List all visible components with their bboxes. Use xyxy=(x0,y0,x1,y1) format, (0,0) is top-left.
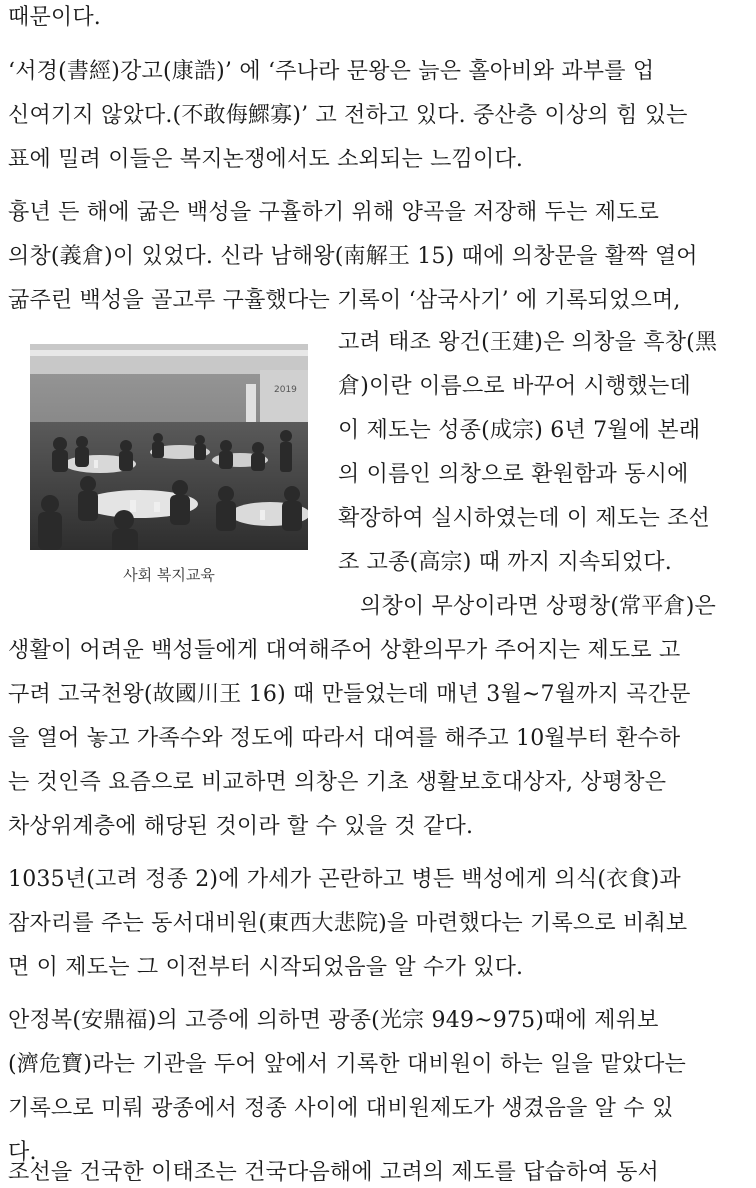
text-line: 신여기지 않았다.(不敢侮鰥寡)’ 고 전하고 있다. 중산층 이상의 힘 있는 xyxy=(8,103,688,128)
text-line: 차상위계층에 해당된 것이라 할 수 있을 것 같다. xyxy=(8,814,474,839)
text-line: 구려 고국천왕(故國川王 16) 때 만들었는데 매년 3월~7월까지 곡간문 xyxy=(8,682,691,707)
text-line: 의창이 무상이라면 상평창(常平倉)은 xyxy=(360,594,716,619)
text-line: 을 열어 놓고 가족수와 정도에 따라서 대여를 해주고 10월부터 환수하 xyxy=(8,726,681,751)
banner-label: 2019 xyxy=(274,385,297,395)
text-line: 기록으로 미뤄 광종에서 정종 사이에 대비원제도가 생겼음을 알 수 있 xyxy=(8,1096,674,1121)
text-line: 때문이다. xyxy=(8,5,102,30)
text-line: 의창(義倉)이 있었다. 신라 남해왕(南解王 15) 때에 의창문을 활짝 열어 xyxy=(8,244,698,269)
text-line: 확장하여 실시하였는데 이 제도는 조선 xyxy=(338,506,711,531)
text-line: 1035년(고려 정종 2)에 가세가 곤란하고 병든 백성에게 의식(衣食)과 xyxy=(8,867,681,892)
text-line: 이 제도는 성종(成宗) 6년 7월에 본래 xyxy=(338,418,701,443)
figure-caption: 사회 복지교육 xyxy=(123,566,215,584)
text-line: 흉년 든 해에 굶은 백성을 구휼하기 위해 양곡을 저장해 두는 제도로 xyxy=(8,200,660,225)
figure xyxy=(30,344,308,585)
text-line: 면 이 제도는 그 이전부터 시작되었음을 알 수가 있다. xyxy=(8,955,524,980)
text-line: 잠자리를 주는 동서대비원(東西大悲院)을 마련했다는 기록으로 비춰보 xyxy=(8,911,688,936)
seminar-photo xyxy=(30,344,308,550)
text-line: 생활이 어려운 백성들에게 대여해주어 상환의무가 주어지는 제도로 고 xyxy=(8,638,681,663)
text-line: 조 고종(高宗) 때 까지 지속되었다. xyxy=(338,550,672,575)
text-line: 의 이름인 의창으로 환원함과 동시에 xyxy=(338,462,689,487)
text-line: 표에 밀려 이들은 복지논쟁에서도 소외되는 느낌이다. xyxy=(8,147,524,172)
text-line: 안정복(安鼎福)의 고증에 의하면 광종(光宗 949~975)때에 제위보 xyxy=(8,1008,659,1033)
text-line: 다. xyxy=(8,1140,37,1165)
seminar-photo-drawing xyxy=(30,344,308,550)
text-line: 는 것인즉 요즘으로 비교하면 의창은 기초 생활보호대상자, 상평창은 xyxy=(8,770,667,795)
text-line: ‘서경(書經)강고(康誥)’ 에 ‘주나라 문왕은 늙은 홀아비와 과부를 업 xyxy=(8,59,655,84)
text-line: 倉)이란 이름으로 바꾸어 시행했는데 xyxy=(338,374,691,399)
text-line: 조선을 건국한 이태조는 건국다음해에 고려의 제도를 답습하여 동서 xyxy=(8,1160,660,1185)
text-line: 굶주린 백성을 골고루 구휼했다는 기록이 ‘삼국사기’ 에 기록되었으며, xyxy=(8,288,681,313)
text-line: 고려 태조 왕건(王建)은 의창을 흑창(黑 xyxy=(338,330,718,355)
text-line: (濟危寶)라는 기관을 두어 앞에서 기록한 대비원이 하는 일을 맡았다는 xyxy=(8,1052,687,1077)
document-page xyxy=(8,0,750,1187)
